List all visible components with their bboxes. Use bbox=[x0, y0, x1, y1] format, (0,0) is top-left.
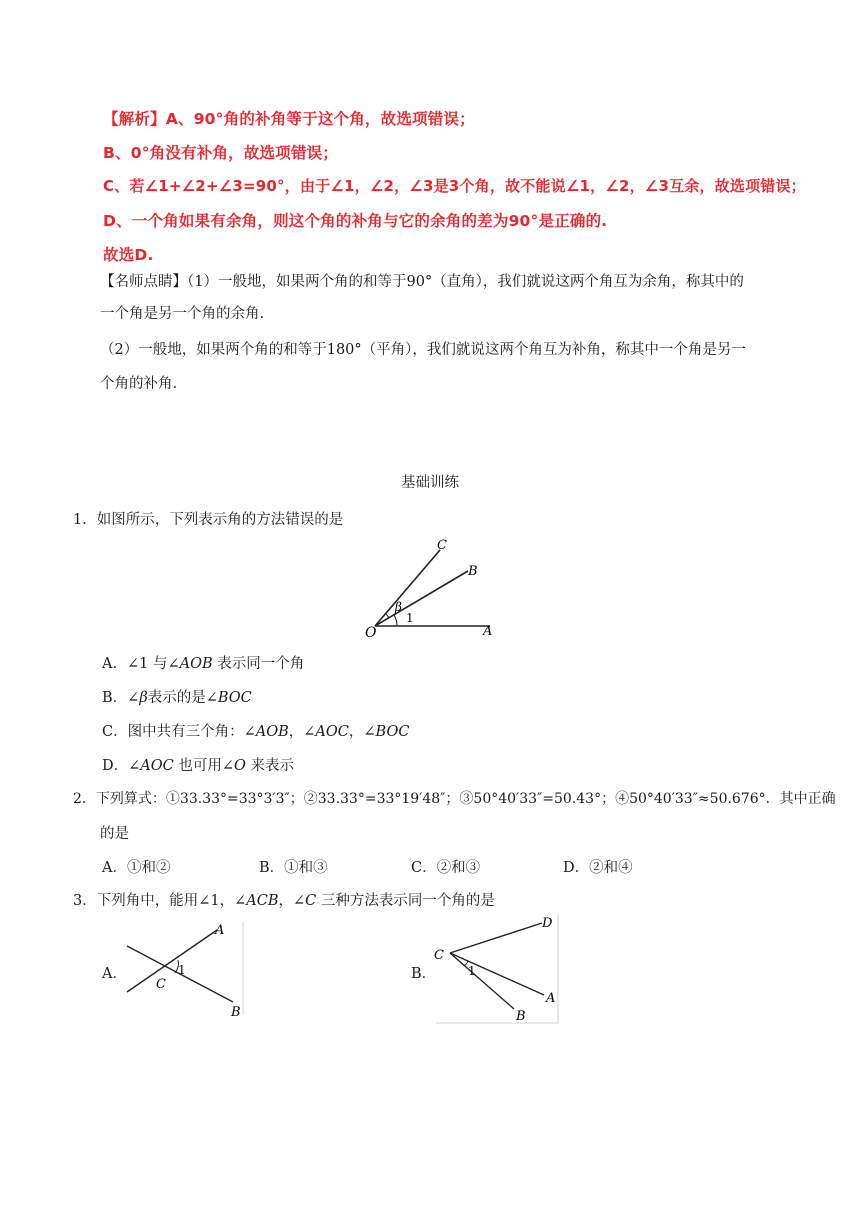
q3-option-b-label: B． bbox=[411, 966, 437, 982]
label-o: O bbox=[365, 625, 377, 641]
analysis-line-4: D、一个角如果有余角，则这个角的补角与它的余角的差为90°是正确的. bbox=[103, 212, 608, 230]
label-c: C bbox=[434, 948, 444, 963]
label-a: A bbox=[546, 991, 556, 1006]
arc-angle-beta bbox=[385, 613, 389, 618]
label-c: C bbox=[156, 977, 166, 992]
analysis-line-3: C、若∠1+∠2+∠3=90°，由于∠1，∠2，∠3是3个角，故不能说∠1，∠2，∠3互余，故选项错误； bbox=[103, 177, 806, 195]
q3-option-a-label: A． bbox=[102, 966, 127, 982]
analysis-line-1: 【解析】A、90°角的补角等于这个角，故选项错误； bbox=[103, 110, 475, 128]
label-d: D bbox=[542, 916, 553, 931]
label-c: C bbox=[437, 538, 447, 553]
q2-stem-line2: 的是 bbox=[100, 826, 129, 842]
tips-p2-line2: 个角的补角. bbox=[100, 376, 178, 392]
tips-p2-line1: （2）一般地，如果两个角的和等于180°（平角），我们就说这两个角互为补角，称其中一个角是另一 bbox=[100, 342, 746, 358]
label-b: B bbox=[468, 564, 478, 579]
section-title: 基础训练 bbox=[401, 475, 459, 491]
label-beta: β bbox=[395, 600, 402, 614]
label-b: B bbox=[516, 1009, 526, 1024]
line-ca bbox=[127, 930, 217, 992]
analysis-line-5: 故选D. bbox=[103, 246, 154, 264]
q3-figure-b bbox=[432, 913, 562, 1025]
q3-stem: 3．下列角中，能用∠1，∠ACB，∠C 三种方法表示同一个角的是 bbox=[73, 893, 495, 909]
q2-stem-line1: 2．下列算式：①33.33°=33°3′3″；②33.33°=33°19′48″；③50°40′33″=50.43°；④50°40′33″≈50.676°．其中正确 bbox=[73, 791, 836, 807]
q2-option-d: D．②和④ bbox=[563, 860, 633, 876]
label-1: 1 bbox=[406, 611, 414, 625]
q2-option-c: C．②和③ bbox=[411, 860, 481, 876]
tips-p1-line1: 【名师点睛】（1）一般地，如果两个角的和等于90°（直角），我们就说这两个角互为余角，称其中的 bbox=[100, 274, 744, 290]
ray-cd bbox=[450, 923, 542, 953]
ray-cb bbox=[450, 953, 514, 1009]
q1-stem: 1．如图所示，下列表示角的方法错误的是 bbox=[73, 512, 344, 528]
label-1: 1 bbox=[468, 964, 476, 978]
q2-option-b: B．①和③ bbox=[259, 860, 328, 876]
q1-option-c: C．图中共有三个角：∠AOB，∠AOC，∠BOC bbox=[102, 724, 410, 740]
q1-option-b: B．∠β表示的是∠BOC bbox=[102, 690, 252, 706]
analysis-line-2: B、0°角没有补角，故选项错误； bbox=[103, 144, 339, 162]
q1-option-d: D．∠AOC 也可用∠O 来表示 bbox=[102, 758, 295, 774]
q2-option-a: A．①和② bbox=[102, 860, 171, 876]
q1-option-a: A．∠1 与∠AOB 表示同一个角 bbox=[102, 656, 305, 672]
label-b: B bbox=[231, 1005, 241, 1020]
label-a: A bbox=[215, 923, 225, 938]
label-1: 1 bbox=[178, 963, 186, 977]
arc-angle-1 bbox=[394, 615, 397, 626]
tips-p1-line2: 一个角是另一个角的余角. bbox=[100, 306, 265, 322]
ray-ca bbox=[450, 953, 544, 995]
q1-angle-figure bbox=[360, 533, 510, 643]
q3-figure-a bbox=[125, 920, 250, 1020]
label-a: A bbox=[483, 624, 493, 639]
